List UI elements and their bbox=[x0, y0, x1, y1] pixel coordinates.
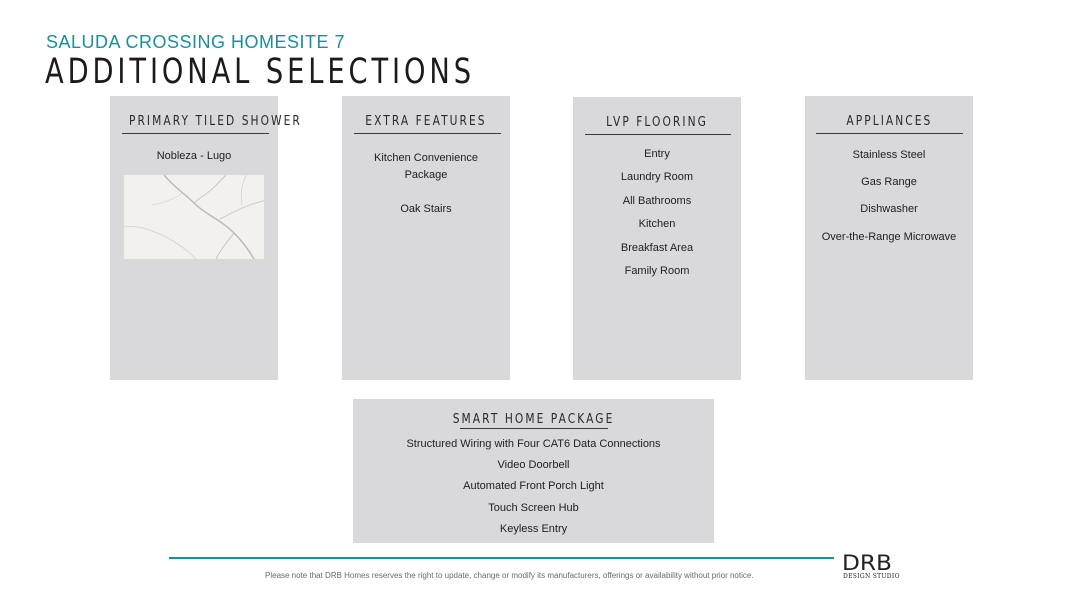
card-heading: LVP FLOORING bbox=[606, 115, 708, 130]
card-heading: APPLIANCES bbox=[846, 114, 932, 129]
list-item: Entry bbox=[644, 148, 670, 160]
page-title: ADDITIONAL SELECTIONS bbox=[45, 52, 475, 92]
card-heading: PRIMARY TILED SHOWER bbox=[128, 114, 302, 129]
heading-divider bbox=[585, 134, 731, 135]
card-primary-tiled-shower bbox=[110, 96, 302, 380]
list-item: Oak Stairs bbox=[400, 203, 452, 215]
card-heading: SMART HOME PACKAGE bbox=[452, 412, 615, 427]
list-item: Nobleza - Lugo bbox=[156, 150, 232, 162]
list-item: Keyless Entry bbox=[499, 522, 568, 535]
list-item: Over-the-Range Microwave bbox=[821, 230, 957, 243]
list-item: Dishwasher bbox=[860, 203, 918, 216]
logo-subtitle: DESIGN STUDIO bbox=[843, 573, 900, 580]
card-lvp-flooring bbox=[573, 97, 741, 380]
marble-tile-swatch bbox=[124, 175, 264, 259]
list-item: Family Room bbox=[624, 265, 690, 278]
list-item: Kitchen bbox=[638, 218, 676, 231]
heading-divider bbox=[816, 133, 963, 134]
list-item: All Bathrooms bbox=[622, 194, 692, 207]
list-item: Breakfast Area bbox=[620, 241, 694, 254]
card-smart-home-package bbox=[353, 399, 714, 543]
card-extra-features bbox=[342, 96, 510, 380]
list-item: Package bbox=[404, 169, 448, 181]
card-appliances bbox=[805, 96, 973, 380]
footer-divider bbox=[169, 557, 834, 559]
card-heading: EXTRA FEATURES bbox=[365, 114, 487, 129]
list-item: Stainless Steel bbox=[852, 149, 926, 161]
list-item: Gas Range bbox=[861, 176, 917, 189]
heading-divider bbox=[354, 133, 501, 134]
disclaimer-text: Please note that DRB Homes reserves the right to update, change or modify its manufacturers, offerings or availability without prior notice. bbox=[265, 571, 754, 580]
list-item: Kitchen Convenience bbox=[374, 152, 478, 164]
heading-divider bbox=[460, 428, 608, 429]
list-item: Video Doorbell bbox=[497, 459, 570, 472]
list-item: Structured Wiring with Four CAT6 Data Connections bbox=[406, 438, 661, 450]
heading-divider bbox=[122, 133, 269, 134]
list-item: Laundry Room bbox=[620, 171, 694, 184]
list-item: Automated Front Porch Light bbox=[463, 480, 604, 493]
list-item: Touch Screen Hub bbox=[488, 501, 579, 514]
logo-text: DRB bbox=[842, 551, 892, 575]
project-subtitle: SALUDA CROSSING HOMESITE 7 bbox=[46, 32, 346, 52]
